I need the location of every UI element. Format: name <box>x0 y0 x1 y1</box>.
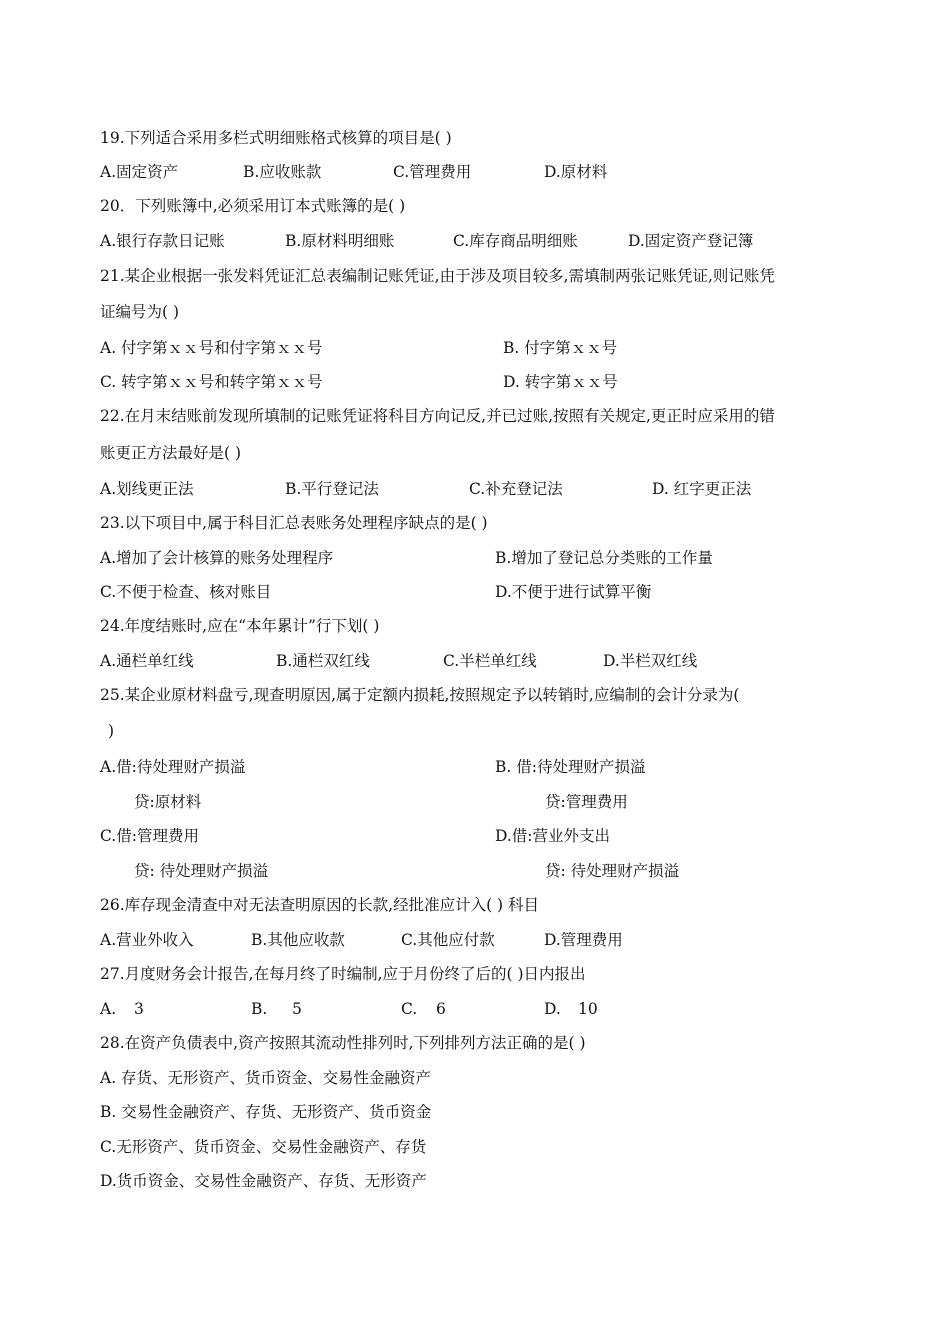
q28-option-a: A. 存货、无形资产、货币资金、交易性金融资产 <box>100 1069 432 1087</box>
q25-option-c-credit: 贷: 待处理财产损溢 <box>134 862 269 880</box>
q27-option-c-value: 6 <box>436 1000 446 1018</box>
q23-option-a: A.增加了会计核算的账务处理程序 <box>100 549 334 567</box>
q24-option-b: B.通栏双红线 <box>276 652 370 670</box>
q22-option-c: C.补充登记法 <box>469 480 563 498</box>
q27-option-b-letter: B. <box>251 1000 268 1018</box>
q25-option-a-credit: 贷:原材料 <box>134 793 202 811</box>
q25-option-b-credit: 贷:管理费用 <box>545 793 628 811</box>
q19-option-d: D.原材料 <box>544 163 608 181</box>
q25-option-c-debit: C.借:管理费用 <box>100 827 199 845</box>
q28-option-d: D.货币资金、交易性金融资产、存货、无形资产 <box>100 1172 427 1190</box>
question-24-stem: 24.年度结账时,应在“本年累计”行下划( ) <box>100 617 380 635</box>
q26-option-d: D.管理费用 <box>544 931 623 949</box>
q23-option-c: C.不便于检查、核对账目 <box>100 583 272 601</box>
q22-option-a: A.划线更正法 <box>100 480 194 498</box>
q22-option-b: B.平行登记法 <box>285 480 379 498</box>
q20-option-a: A.银行存款日记账 <box>100 232 225 250</box>
q19-option-c: C.管理费用 <box>393 163 472 181</box>
q23-option-d: D.不便于进行试算平衡 <box>495 583 652 601</box>
question-28-stem: 28.在资产负债表中,资产按照其流动性排列时,下列排列方法正确的是( ) <box>100 1034 586 1052</box>
q28-option-c: C.无形资产、货币资金、交易性金融资产、存货 <box>100 1138 427 1156</box>
q24-option-a: A.通栏单红线 <box>100 652 194 670</box>
question-27-stem: 27.月度财务会计报告,在每月终了时编制,应于月份终了后的( )日内报出 <box>100 965 586 983</box>
q23-option-b: B.增加了登记总分类账的工作量 <box>495 549 713 567</box>
q27-option-a-letter: A. <box>100 1000 117 1018</box>
question-19-stem: 19.下列适合采用多栏式明细账格式核算的项目是( ) <box>100 129 452 147</box>
q21-option-c: C. 转字第ｘｘ号和转字第ｘｘ号 <box>100 373 323 391</box>
question-23-stem: 23.以下项目中,属于科目汇总表账务处理程序缺点的是( ) <box>100 514 488 532</box>
q25-option-b-debit: B. 借:待处理财产损溢 <box>495 758 646 776</box>
q22-option-d: D. 红字更正法 <box>652 480 752 498</box>
question-20-stem: 20．下列账簿中,必须采用订本式账簿的是( ) <box>100 197 406 215</box>
q26-option-a: A.营业外收入 <box>100 931 194 949</box>
question-21-stem-line-2: 证编号为( ) <box>100 303 180 321</box>
question-22-stem-line-1: 22.在月末结账前发现所填制的记账凭证将科目方向记反,并已过账,按照有关规定,更正时应采用的错 <box>100 407 775 425</box>
q27-option-d-letter: D. <box>544 1000 561 1018</box>
q26-option-c: C.其他应付款 <box>401 931 495 949</box>
q24-option-c: C.半栏单红线 <box>443 652 537 670</box>
question-22-stem-line-2: 账更正方法最好是( ) <box>100 444 242 462</box>
question-21-stem-line-1: 21.某企业根据一张发料凭证汇总表编制记账凭证,由于涉及项目较多,需填制两张记账凭证,则记账凭 <box>100 267 775 285</box>
q20-option-b: B.原材料明细账 <box>285 232 395 250</box>
q26-option-b: B.其他应收款 <box>251 931 345 949</box>
q19-option-b: B.应收账款 <box>243 163 322 181</box>
q25-option-a-debit: A.借:待处理财产损溢 <box>100 758 246 776</box>
q27-option-b-value: 5 <box>292 1000 302 1018</box>
q20-option-c: C.库存商品明细账 <box>453 232 578 250</box>
q25-option-d-debit: D.借:营业外支出 <box>495 827 611 845</box>
q21-option-b: B. 付字第ｘｘ号 <box>503 339 618 357</box>
q21-option-a: A. 付字第ｘｘ号和付字第ｘｘ号 <box>100 339 323 357</box>
question-25-stem-line-2: ) <box>108 722 115 740</box>
q20-option-d: D.固定资产登记簿 <box>628 232 754 250</box>
q24-option-d: D.半栏双红线 <box>603 652 698 670</box>
q27-option-c-letter: C. <box>401 1000 418 1018</box>
question-26-stem: 26.库存现金清查中对无法查明原因的长款,经批准应计入( ) 科目 <box>100 896 540 914</box>
question-25-stem-line-1: 25.某企业原材料盘亏,现查明原因,属于定额内损耗,按照规定予以转销时,应编制的会计分录为( <box>100 686 740 704</box>
q27-option-d-value: 10 <box>578 1000 598 1018</box>
q19-option-a: A.固定资产 <box>100 163 179 181</box>
q25-option-d-credit: 贷: 待处理财产损溢 <box>545 862 680 880</box>
q21-option-d: D. 转字第ｘｘ号 <box>503 373 618 391</box>
q28-option-b: B. 交易性金融资产、存货、无形资产、货币资金 <box>100 1103 432 1121</box>
q27-option-a-value: 3 <box>134 1000 144 1018</box>
